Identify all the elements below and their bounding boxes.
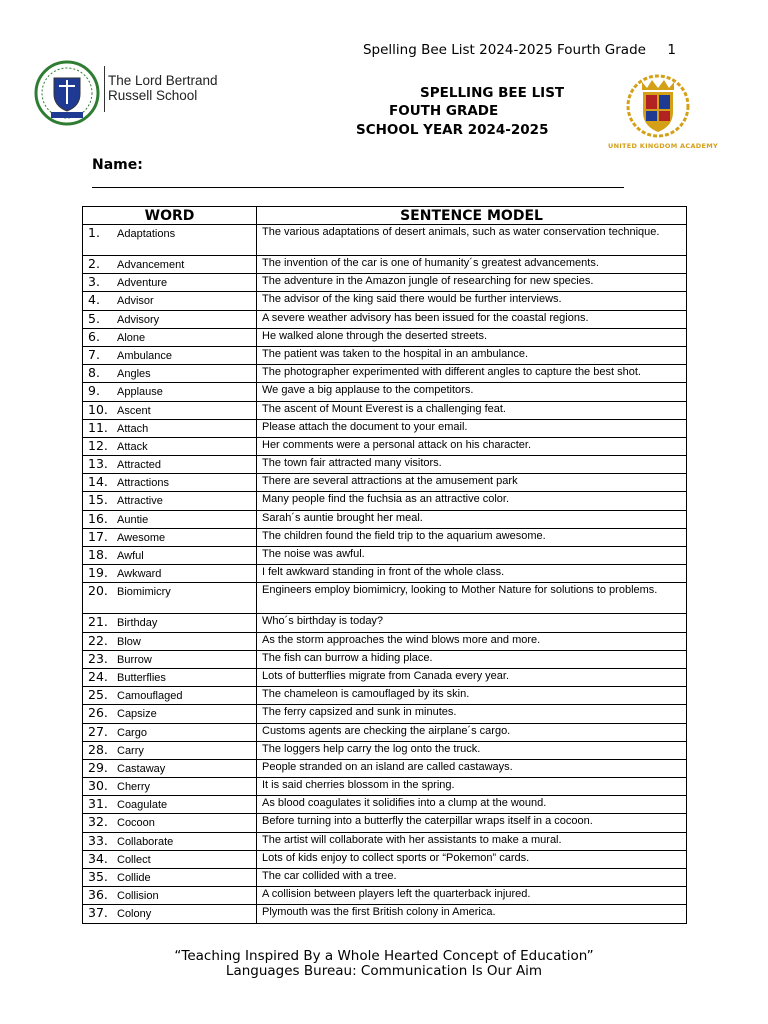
academy-name: UNITED KINGDOM ACADEMY	[608, 142, 718, 150]
row-number: 6.	[88, 328, 100, 344]
table-header-row	[83, 207, 687, 225]
sentence-model-cell: The noise was awful.	[257, 547, 687, 565]
word-cell	[83, 456, 257, 474]
sentence-model-cell: A collision between players left the quarterback injured.	[257, 887, 687, 905]
spelling-word: Butterflies	[117, 671, 166, 684]
row-number: 10.	[88, 401, 108, 417]
row-number: 21.	[88, 614, 108, 630]
sentence-model-cell: The fish can burrow a hiding place.	[257, 650, 687, 668]
row-number: 19.	[88, 565, 108, 581]
spelling-word: Cocoon	[117, 817, 155, 830]
spelling-word: Collide	[117, 872, 151, 884]
table-row	[83, 632, 687, 650]
sentence-model-cell: A severe weather advisory has been issued for the coastal regions.	[257, 310, 687, 328]
row-number: 22.	[88, 632, 108, 648]
table-row	[83, 225, 687, 256]
sentence-model-cell: Please attach the document to your email.	[257, 419, 687, 437]
row-number: 5.	[88, 310, 100, 326]
sentence-model-cell: There are several attractions at the amusement park	[257, 474, 687, 492]
word-cell	[83, 705, 257, 723]
spelling-word: Attractive	[117, 495, 163, 508]
sentence-model-cell: Who´s birthday is today?	[257, 614, 687, 632]
word-cell	[83, 565, 257, 583]
table-row	[83, 365, 687, 383]
spelling-table	[82, 206, 687, 924]
table-row	[83, 887, 687, 905]
word-cell	[83, 328, 257, 346]
word-cell	[83, 741, 257, 759]
spelling-word: Ascent	[117, 404, 151, 417]
name-blank-line[interactable]	[92, 187, 624, 188]
sentence-model-cell: The loggers help carry the log onto the truck.	[257, 741, 687, 759]
spelling-word: Alone	[117, 331, 146, 344]
sentence-model-cell: The ascent of Mount Everest is a challenging feat.	[257, 401, 687, 419]
running-header: Spelling Bee List 2024-2025 Fourth Grade 1	[362, 42, 676, 58]
table-row	[83, 850, 687, 868]
spelling-word: Capsize	[117, 708, 157, 721]
row-number: 8.	[88, 365, 100, 381]
sentence-model-cell: The invention of the car is one of humanity´s greatest advancements.	[257, 256, 687, 274]
table-row	[83, 668, 687, 686]
sentence-model-cell: We gave a big applause to the competitors.	[257, 383, 687, 401]
spelling-word: Collect	[117, 853, 151, 866]
row-number: 11.	[88, 419, 108, 435]
sentence-model-cell: The ferry capsized and sunk in minutes.	[257, 705, 687, 723]
title-line2: FOUTH GRADE	[389, 103, 499, 119]
word-cell	[83, 869, 257, 887]
spelling-word: Angles	[117, 368, 151, 381]
sentence-model-cell: Engineers employ biomimicry, looking to Mother Nature for solutions to problems.	[257, 583, 687, 614]
word-cell	[83, 887, 257, 905]
word-cell	[83, 346, 257, 364]
spelling-word: Awkward	[117, 568, 162, 581]
sentence-model-cell: People stranded on an island are called castaways.	[257, 759, 687, 777]
word-cell	[83, 274, 257, 292]
table-row	[83, 346, 687, 364]
row-number: 26.	[88, 705, 108, 721]
word-cell	[83, 668, 257, 686]
table-row	[83, 741, 687, 759]
row-number: 16.	[88, 510, 108, 526]
footer-tagline: Languages Bureau: Communication Is Our Aim	[225, 963, 543, 979]
school-name-line2: Russell School	[108, 88, 198, 103]
word-cell	[83, 796, 257, 814]
table-row	[83, 510, 687, 528]
word-cell	[83, 832, 257, 850]
row-number: 28.	[88, 741, 108, 757]
table-row	[83, 437, 687, 455]
word-cell	[83, 510, 257, 528]
spelling-word: Collaborate	[117, 835, 174, 848]
row-number: 14.	[88, 474, 108, 490]
word-cell	[83, 778, 257, 796]
spelling-word: Ambulance	[117, 349, 173, 362]
word-cell	[83, 759, 257, 777]
school-name	[108, 73, 218, 103]
table-row	[83, 565, 687, 583]
word-cell	[83, 632, 257, 650]
row-number: 37.	[88, 905, 108, 921]
spelling-word: Cargo	[117, 726, 147, 739]
sentence-model-cell: Many people find the fuchsia as an attractive color.	[257, 492, 687, 510]
spelling-word: Collision	[117, 890, 159, 903]
word-cell	[83, 310, 257, 328]
word-cell	[83, 528, 257, 546]
word-cell	[83, 365, 257, 383]
sentence-model-cell: Lots of kids enjoy to collect sports or “Pokemon” cards.	[257, 850, 687, 868]
spelling-word: Burrow	[117, 653, 152, 666]
word-cell	[83, 850, 257, 868]
row-number: 29.	[88, 759, 108, 775]
spelling-word: Camouflaged	[117, 690, 183, 703]
row-number: 24.	[88, 668, 108, 684]
sentence-model-cell: The car collided with a tree.	[257, 869, 687, 887]
table-row	[83, 814, 687, 832]
sentence-model-cell: The artist will collaborate with her assistants to make a mural.	[257, 832, 687, 850]
sentence-model-cell: Lots of butterflies migrate from Canada every year.	[257, 668, 687, 686]
name-label: Name:	[92, 157, 143, 173]
sentence-model-cell: As the storm approaches the wind blows more and more.	[257, 632, 687, 650]
sentence-model-cell: Sarah´s auntie brought her meal.	[257, 510, 687, 528]
row-number: 23.	[88, 650, 108, 666]
word-cell	[83, 292, 257, 310]
row-number: 18.	[88, 547, 108, 562]
word-cell	[83, 401, 257, 419]
spelling-word: Adventure	[117, 277, 168, 290]
table-row	[83, 292, 687, 310]
table-row	[83, 614, 687, 632]
row-number: 27.	[88, 723, 108, 739]
column-header-word: WORD	[83, 207, 257, 225]
row-number: 15.	[88, 492, 108, 508]
title-line1: SPELLING BEE LIST	[420, 85, 565, 101]
sentence-model-cell: Before turning into a butterfly the caterpillar wraps itself in a cocoon.	[257, 814, 687, 832]
table-row	[83, 687, 687, 705]
row-number: 17.	[88, 528, 108, 544]
table-row	[83, 474, 687, 492]
spelling-word: Castaway	[117, 762, 166, 775]
spelling-word: Attack	[117, 440, 148, 453]
row-number: 4.	[88, 292, 100, 308]
sentence-model-cell: The town fair attracted many visitors.	[257, 456, 687, 474]
sentence-model-cell: It is said cherries blossom in the spring.	[257, 778, 687, 796]
spelling-word: Blow	[117, 635, 141, 648]
spelling-word: Cherry	[117, 781, 151, 794]
row-number: 25.	[88, 687, 108, 703]
table-row	[83, 328, 687, 346]
table-row	[83, 869, 687, 887]
spelling-word: Adaptations	[117, 228, 176, 240]
table-row	[83, 383, 687, 401]
sentence-model-cell: Her comments were a personal attack on his character.	[257, 437, 687, 455]
word-cell	[83, 437, 257, 455]
spelling-word: Auntie	[117, 513, 149, 526]
school-logo	[34, 60, 100, 128]
table-row	[83, 547, 687, 565]
row-number: 3.	[88, 274, 100, 290]
sentence-model-cell: The adventure in the Amazon jungle of researching for new species.	[257, 274, 687, 292]
table-row	[83, 778, 687, 796]
title-line3: SCHOOL YEAR 2024-2025	[356, 122, 549, 138]
sentence-model-cell: The chameleon is camouflaged by its skin.	[257, 687, 687, 705]
row-number: 36.	[88, 887, 108, 903]
academy-crest-icon	[624, 72, 692, 144]
sentence-model-cell: The advisor of the king said there would be further interviews.	[257, 292, 687, 310]
word-cell	[83, 474, 257, 492]
word-cell	[83, 383, 257, 401]
spelling-word: Birthday	[117, 617, 158, 630]
spelling-word: Coagulate	[117, 799, 168, 812]
school-name-line1: The Lord Bertrand	[108, 73, 218, 88]
sentence-model-cell: The photographer experimented with different angles to capture the best shot.	[257, 365, 687, 383]
word-cell	[83, 547, 257, 565]
spelling-word: Biomimicry	[117, 586, 171, 599]
table-row	[83, 419, 687, 437]
spelling-word: Attach	[117, 422, 149, 435]
table-row	[83, 401, 687, 419]
sentence-model-cell: As blood coagulates it solidifies into a clump at the wound.	[257, 796, 687, 814]
word-cell	[83, 814, 257, 832]
row-number: 34.	[88, 850, 108, 866]
table-row	[83, 492, 687, 510]
sentence-model-cell: Plymouth was the first British colony in America.	[257, 905, 687, 923]
word-cell	[83, 723, 257, 741]
spelling-word: Awful	[117, 550, 144, 562]
table-row	[83, 705, 687, 723]
sentence-model-cell: The patient was taken to the hospital in an ambulance.	[257, 346, 687, 364]
table-row	[83, 723, 687, 741]
spelling-word: Carry	[117, 744, 144, 757]
sentence-model-cell: The various adaptations of desert animals, such as water conservation technique.	[257, 225, 687, 256]
column-header-sentence: SENTENCE MODEL	[257, 207, 687, 225]
sentence-model-cell: I felt awkward standing in front of the whole class.	[257, 565, 687, 583]
spelling-word: Advancement	[117, 259, 185, 271]
word-cell	[83, 225, 257, 256]
table-row	[83, 759, 687, 777]
table-row	[83, 528, 687, 546]
spelling-word: Colony	[117, 908, 152, 921]
table-row	[83, 456, 687, 474]
sentence-model-cell: The children found the field trip to the aquarium awesome.	[257, 528, 687, 546]
row-number: 33.	[88, 832, 108, 848]
spelling-word: Attracted	[117, 459, 162, 472]
row-number: 32.	[88, 814, 108, 830]
row-number: 7.	[88, 346, 100, 362]
word-cell	[83, 687, 257, 705]
table-row	[83, 650, 687, 668]
row-number: 30.	[88, 778, 108, 794]
spelling-word: Awesome	[117, 531, 166, 544]
row-number: 9.	[88, 383, 100, 399]
table-row	[83, 905, 687, 923]
table-row	[83, 832, 687, 850]
table-body	[83, 225, 687, 924]
spelling-word: Applause	[117, 386, 163, 399]
word-cell	[83, 256, 257, 274]
table-row	[83, 256, 687, 274]
word-cell	[83, 614, 257, 632]
table-row	[83, 274, 687, 292]
sentence-model-cell: Customs agents are checking the airplane´s cargo.	[257, 723, 687, 741]
spelling-word: Advisor	[117, 295, 154, 308]
spelling-word: Attractions	[117, 477, 169, 490]
word-cell	[83, 419, 257, 437]
row-number: 13.	[88, 456, 108, 472]
row-number: 12.	[88, 437, 108, 453]
row-number: 2.	[88, 256, 100, 271]
word-cell	[83, 583, 257, 614]
table-row	[83, 583, 687, 614]
table-row	[83, 796, 687, 814]
row-number: 35.	[88, 869, 108, 884]
row-number: 20.	[88, 583, 108, 599]
spelling-word: Advisory	[117, 313, 160, 326]
footer-motto: “Teaching Inspired By a Whole Hearted Concept of Education”	[174, 948, 594, 964]
row-number: 31.	[88, 796, 108, 812]
table-row	[83, 310, 687, 328]
row-number: 1.	[88, 225, 100, 240]
word-cell	[83, 492, 257, 510]
sentence-model-cell: He walked alone through the deserted streets.	[257, 328, 687, 346]
word-cell	[83, 650, 257, 668]
brand-divider	[104, 66, 105, 112]
word-cell	[83, 905, 257, 923]
